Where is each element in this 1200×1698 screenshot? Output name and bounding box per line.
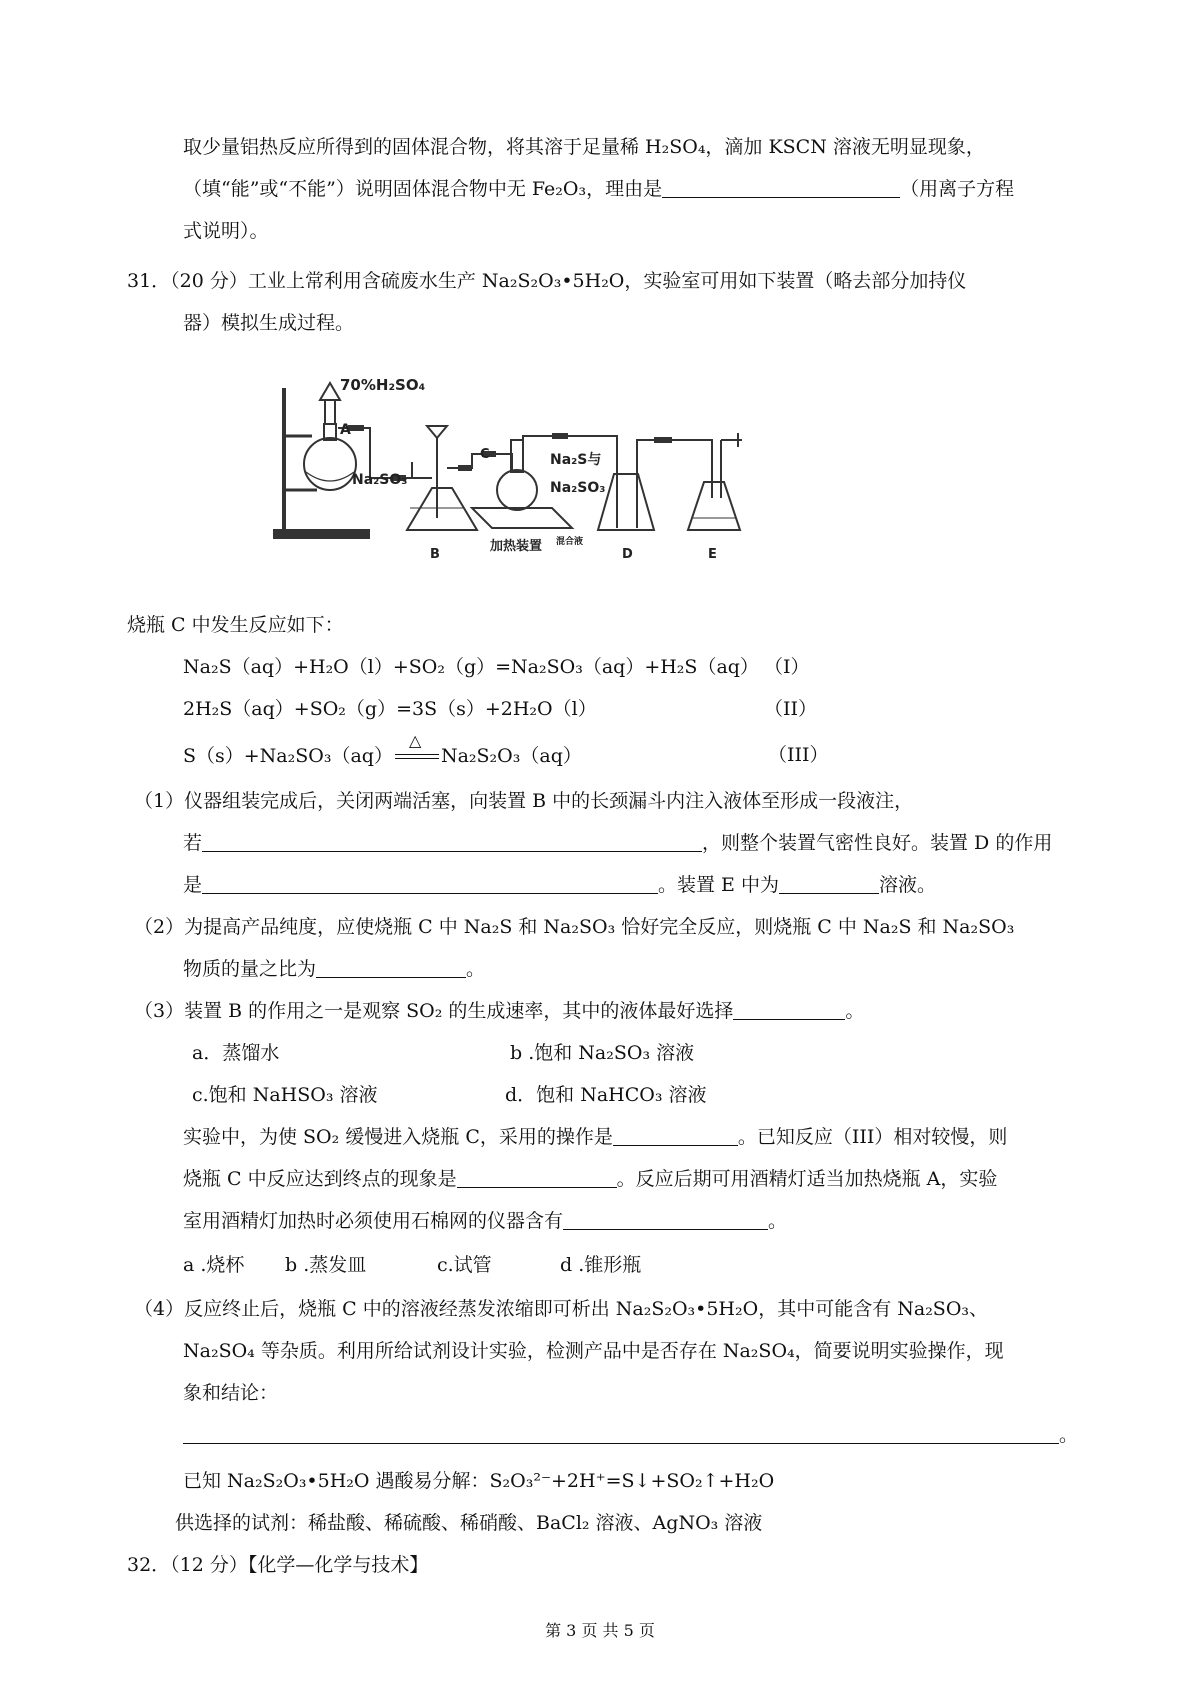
text-line: 取少量铝热反应所得到的固体混合物，将其溶于足量稀 H₂SO₄，滴加 KSCN 溶液无明显现象， <box>183 136 985 158</box>
option-a[interactable]: a．蒸馏水 <box>192 1042 280 1064</box>
sulfite-label: Na₂SO₃ <box>352 472 408 488</box>
question-heading: 31．（20 分）工业上常利用含硫废水生产 Na₂S₂O₃•5H₂O，实验室可用如下装置（略去部分加持仪 <box>127 270 967 292</box>
flask-a-icon <box>304 438 356 490</box>
text-line <box>183 1124 1007 1150</box>
heater-label: 加热装置 <box>490 539 543 554</box>
reaction-equation <box>183 731 582 769</box>
text-line <box>183 1422 1078 1448</box>
funnel-icon <box>320 383 340 400</box>
delta-symbol: △ <box>408 731 422 750</box>
answer-blank[interactable] <box>202 833 702 852</box>
flask-label-c: C <box>480 447 490 462</box>
reaction-tag: （II） <box>764 698 818 720</box>
flask-label-d: D <box>622 547 633 562</box>
reagent-list: 供选择的试剂：稀盐酸、稀硫酸、稀硝酸、BaCl₂ 溶液、AgNO₃ 溶液 <box>175 1512 763 1534</box>
reaction-equation: 2H₂S（aq）+SO₂（g）=3S（s）+2H₂O（l） <box>183 698 597 720</box>
text-segment: 实验中，为使 SO₂ 缓慢进入烧瓶 C，采用的操作是 <box>183 1126 613 1148</box>
flask-label-e: E <box>708 547 717 562</box>
question-heading: 器）模拟生成过程。 <box>183 312 355 334</box>
answer-blank[interactable] <box>202 875 658 894</box>
text-segment: （填“能”或“不能”）说明固体混合物中无 Fe₂O₃，理由是 <box>183 178 663 200</box>
page-footer: 第 3 页 共 5 页 <box>545 1621 655 1640</box>
text-segment: 。反应后期可用酒精灯适当加热烧瓶 A，实验 <box>616 1168 998 1190</box>
choice-c[interactable]: c.试管 <box>437 1254 492 1276</box>
text-segment: 室用酒精灯加热时必须使用石棉网的仪器含有 <box>183 1210 564 1232</box>
answer-blank[interactable] <box>183 1425 1059 1444</box>
flask-d-icon <box>598 474 654 530</box>
flask-c-icon <box>497 470 537 510</box>
choice-a[interactable]: a .烧杯 <box>183 1254 245 1276</box>
text-segment: （3）装置 B 的作用之一是观察 SO₂ 的生成速率，其中的液体最好选择 <box>134 1000 734 1022</box>
text-segment: （用离子方程 <box>900 178 1015 200</box>
text-segment: 。 <box>466 958 486 980</box>
text-segment: 若 <box>183 832 203 854</box>
text-segment: Na₂S₂O₃（aq） <box>440 745 582 767</box>
text-line: （4）反应终止后，烧瓶 C 中的溶液经蒸发浓缩即可析出 Na₂S₂O₃•5H₂O，其中可能含有 Na₂SO₃、 <box>134 1298 989 1320</box>
reaction-tag: （I） <box>764 656 810 678</box>
flask-label-a: A <box>340 422 351 438</box>
text-segment: 是 <box>183 874 203 896</box>
text-segment: 。 <box>845 1000 865 1022</box>
flask-b-icon <box>407 488 477 530</box>
option-d[interactable]: d．饱和 NaHCO₃ 溶液 <box>505 1084 707 1106</box>
text-segment: 溶液。 <box>878 874 936 896</box>
text-segment: 物质的量之比为 <box>183 958 317 980</box>
text-segment: 。 <box>768 1210 788 1232</box>
flask-e-icon <box>688 482 740 530</box>
text-line: 式说明）。 <box>183 220 269 242</box>
option-c[interactable]: c.饱和 NaHSO₃ 溶液 <box>192 1084 378 1106</box>
c-contents-label: Na₂SO₃ <box>550 480 606 496</box>
answer-blank[interactable] <box>457 1169 617 1188</box>
text-line: Na₂SO₄ 等杂质。利用所给试剂设计实验，检测产品中是否存在 Na₂SO₄，简要说明实验操作，现 <box>183 1340 1004 1362</box>
text-segment: 。已知反应（III）相对较慢，则 <box>737 1126 1008 1148</box>
answer-blank[interactable] <box>779 875 879 894</box>
text-line <box>183 956 485 982</box>
answer-blank[interactable] <box>316 959 466 978</box>
known-fact: 已知 Na₂S₂O₃•5H₂O 遇酸易分解：S₂O₃²⁻+2H⁺=S↓+SO₂↑+H₂O <box>183 1470 775 1492</box>
option-b[interactable]: b .饱和 Na₂SO₃ 溶液 <box>510 1042 695 1064</box>
text-segment: 。 <box>1059 1424 1079 1446</box>
answer-blank[interactable] <box>613 1127 738 1146</box>
text-line <box>183 1208 787 1234</box>
heater-icon <box>472 508 572 528</box>
text-line <box>183 830 1052 856</box>
reaction-equation: Na₂S（aq）+H₂O（l）+SO₂（g）=Na₂SO₃（aq）+H₂S（aq） <box>183 656 759 678</box>
answer-blank[interactable] <box>563 1211 768 1230</box>
text-line: 象和结论： <box>183 1382 279 1404</box>
choice-d[interactable]: d .锥形瓶 <box>560 1254 642 1276</box>
text-line <box>183 176 1014 202</box>
text-line <box>134 998 864 1024</box>
stand-base <box>274 530 369 538</box>
choice-b[interactable]: b .蒸发皿 <box>285 1254 367 1276</box>
acid-label: 70%H₂SO₄ <box>340 378 426 394</box>
mixture-label: 混合液 <box>556 537 584 547</box>
text-segment: 。装置 E 中为 <box>658 874 779 896</box>
question-heading: 32．（12 分）【化学—化学与技术】 <box>127 1554 429 1576</box>
flask-label-b: B <box>430 547 440 562</box>
text-line <box>183 1166 997 1192</box>
text-line <box>183 872 936 898</box>
text-line: （1）仪器组装完成后，关闭两端活塞，向装置 B 中的长颈漏斗内注入液体至形成一段液注， <box>134 790 914 812</box>
reaction-tag: （III） <box>768 744 829 766</box>
c-contents-label: Na₂S与 <box>550 452 602 468</box>
answer-blank[interactable] <box>733 1001 845 1020</box>
text-segment: ，则整个装置气密性良好。装置 D 的作用 <box>702 832 1053 854</box>
apparatus-diagram <box>262 378 807 573</box>
text-segment: 烧瓶 C 中反应达到终点的现象是 <box>183 1168 457 1190</box>
heat-condition-sign <box>393 731 441 768</box>
text-line: （2）为提高产品纯度，应使烧瓶 C 中 Na₂S 和 Na₂SO₃ 恰好完全反应，则烧瓶 C 中 Na₂S 和 Na₂SO₃ <box>134 916 1015 938</box>
text-segment: S（s）+Na₂SO₃（aq） <box>183 745 393 767</box>
answer-blank[interactable] <box>662 179 900 198</box>
text-line: 烧瓶 C 中发生反应如下： <box>127 614 344 636</box>
